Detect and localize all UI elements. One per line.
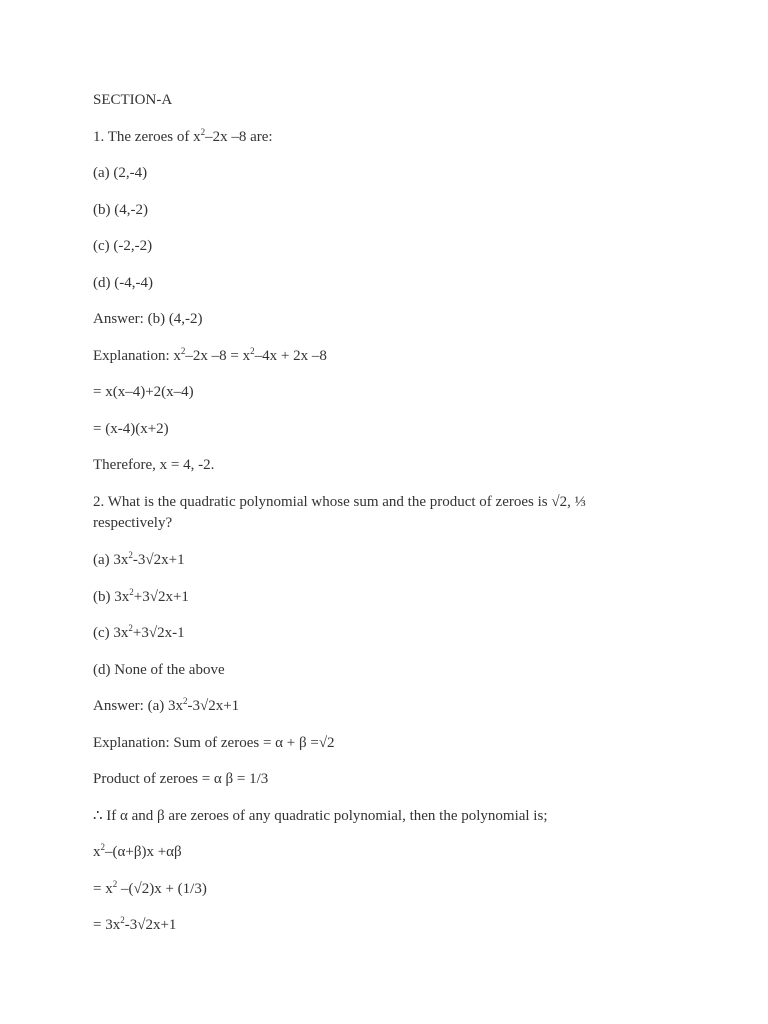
q1-answer: Answer: (b) (4,-2) — [93, 311, 203, 327]
q1-option-a: (a) (2,-4) — [93, 165, 148, 181]
question-2-stem: 2. What is the quadratic polynomial whose sum and the product of zeroes is √2, ⅓ respectively? — [93, 494, 586, 531]
q1-option-d: (d) (-4,-4) — [93, 275, 153, 291]
q2-explanation: Explanation: Sum of zeroes = α + β =√2 — [93, 735, 335, 751]
q2-answer: Answer: (a) $3x^2-3√2x+1$ — [93, 696, 240, 714]
q2-step-1: = $x^2$ –(√2)x + (1/3) — [93, 879, 207, 897]
q2-option-b: (b) $3x^2+3√2x+1$ — [93, 587, 189, 605]
q2-option-d: (d) None of the above — [93, 662, 225, 678]
q1-step-2: = (x-4)(x+2) — [93, 421, 169, 437]
q2-therefore: ∴ If α and β are zeroes of any quadratic polynomial, then the polynomial is; — [93, 808, 548, 824]
section-heading: SECTION-A — [93, 92, 173, 108]
q1-option-c: (c) (-2,-2) — [93, 238, 153, 254]
q2-step-2: = $3x^2-3√2x+1$ — [93, 915, 177, 933]
q2-option-c: (c) $3x^2+3√2x-1$ — [93, 623, 185, 641]
q2-formula: $x^2-(\alpha+\beta)x +\alpha\beta$ — [93, 842, 182, 860]
q1-option-b: (b) (4,-2) — [93, 202, 148, 218]
q1-explanation: Explanation: $x^2-2x$ $-8 = x^2-4x + 2x$ –8 — [93, 346, 327, 364]
q1-conclusion: Therefore, x = 4, -2. — [93, 457, 215, 473]
q1-step-1: = x(x–4)+2(x–4) — [93, 384, 194, 400]
q2-product: Product of zeroes = α β = 1/3 — [93, 771, 269, 787]
question-1-stem: 1. The zeroes of $x^2-2x$ –8 are: — [93, 127, 273, 145]
q2-option-a: (a) $3x^2-3√2x+1$ — [93, 550, 185, 568]
